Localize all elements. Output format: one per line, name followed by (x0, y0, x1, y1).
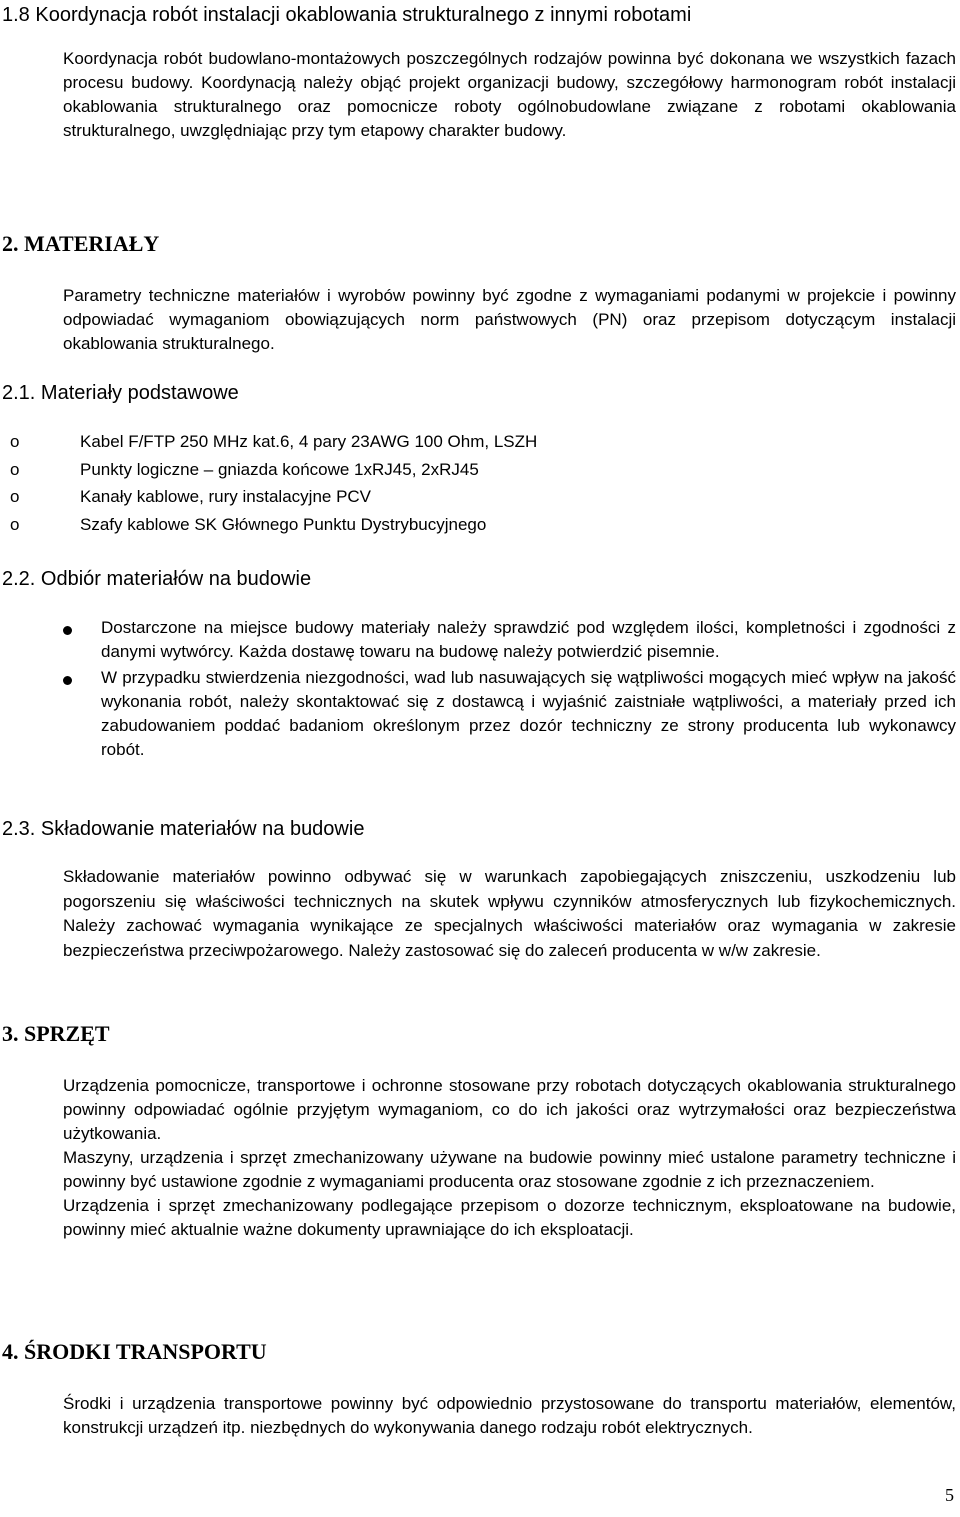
paragraph-group-3 (63, 1074, 956, 1242)
acceptance-bullet-list (0, 616, 960, 762)
list-item-text: Kanały kablowe, rury instalacyjne PCV (80, 487, 372, 506)
heading-2-1: 2.1. Materiały podstawowe (2, 382, 239, 404)
heading-3-sprzet: 3. SPRZĘT (2, 1021, 110, 1046)
paragraph-2: Parametry techniczne materiałów i wyrobów powinny być zgodne z wymaganiami podanymi w projekcie i powinny odpowiadać wymaganiom obowiązujących norm państwowych (PN) oraz przepisom dotyczącym instalacji okablowania strukturalnego. (63, 286, 956, 353)
heading-2-2: 2.2. Odbiór materiałów na budowie (2, 568, 312, 590)
list-item-text: Dostarczone na miejsce budowy materiały należy sprawdzić pod względem ilości, kompletności i zgodności z danymi wytwórcy. Każda dostawę towaru na budowę należy potwierdzić pisemnie. (101, 618, 956, 661)
list-item-text: Punkty logiczne – gniazda końcowe 1xRJ45, 2xRJ45 (80, 459, 479, 479)
page-number: 5 (945, 1485, 954, 1505)
heading-1-8: 1.8 Koordynacja robót instalacji okablowania strukturalnego z innymi robotami (2, 4, 692, 26)
list-marker: o (10, 487, 20, 506)
paragraph-2-3: Składowanie materiałów powinno odbywać się w warunkach zapobiegających zniszczeniu, uszkodzeniu lub pogorszeniu się właściwości technicznych na skutek wpływu czynników atmosferycznych lub fizykochemicznych. Należy zachować wymagania wynikające ze specjalnych właściwości materiałów oraz wymagania w zakresie bezpieczeństwa przeciwpożarowego. Należy zastosować się do zaleceń producenta w w/w zakresie. (63, 867, 956, 960)
paragraph-3-3: Urządzenia i sprzęt zmechanizowany podlegające przepisom o dozorze technicznym, eksploatowane na budowie, powinny mieć aktualnie ważne dokumenty uprawniające do ich eksploatacji. (63, 1196, 956, 1239)
list-item (0, 666, 960, 762)
list-item (0, 616, 960, 664)
list-marker: o (10, 432, 20, 451)
heading-4-srodki-transportu: 4. ŚRODKI TRANSPORTU (2, 1339, 267, 1364)
bullet-icon (63, 676, 72, 685)
bullet-icon (63, 626, 72, 635)
paragraph-4: Środki i urządzenia transportowe powinny być odpowiednio przystosowane do transportu materiałów, elementów, konstrukcji urządzeń itp. niezbędnych do wykonywania danego rodzaju robót elektrycznych. (63, 1394, 956, 1437)
heading-2-materialy: 2. MATERIAŁY (2, 231, 160, 256)
list-item-text: Kabel F/FTP 250 MHz kat.6, 4 pary 23AWG 100 Ohm, LSZH (80, 432, 538, 451)
list-marker: o (10, 514, 20, 534)
heading-2-3: 2.3. Składowanie materiałów na budowie (2, 818, 365, 840)
list-item-text: Szafy kablowe SK Głównego Punktu Dystrybucyjnego (80, 514, 487, 534)
paragraph-3-2: Maszyny, urządzenia i sprzęt zmechanizowany używane na budowie powinny mieć ustalone parametry techniczne i powinny być ustawione zgodnie z wymaganiami producenta oraz stosowane zgodnie z ich przeznaczeniem. (63, 1148, 956, 1191)
list-item-text: W przypadku stwierdzenia niezgodności, wad lub nasuwających się wątpliwości mogących mieć wpływ na jakość wykonania robót, należy skontaktować się z dostawcą i wyjaśnić zaistniałe wątpliwości, a materiały przed ich zabudowaniem poddać badaniom określonym przez dozór techniczny ze strony producenta lub wykonawcy robót. (101, 668, 956, 759)
paragraph-3-1: Urządzenia pomocnicze, transportowe i ochronne stosowane przy robotach dotyczących okablowania strukturalnego powinny odpowiadać ogólnie przyjętym wymaganiom, co do ich jakości oraz wytrzymałości oraz bezpieczeństwa użytkowania. (63, 1076, 956, 1143)
paragraph-1-8: Koordynacja robót budowlano-montażowych poszczególnych rodzajów powinna być dokonana we wszystkich fazach procesu budowy. Koordynacją należy objąć projekt organizacji budowy, szczegółowy harmonogram robót instalacji okablowania strukturalnego oraz pomocnicze roboty ogólnobudowlane związane z robotami okablowania strukturalnego, uwzględniając przy tym etapowy charakter budowy. (63, 49, 956, 140)
list-marker: o (10, 459, 20, 479)
